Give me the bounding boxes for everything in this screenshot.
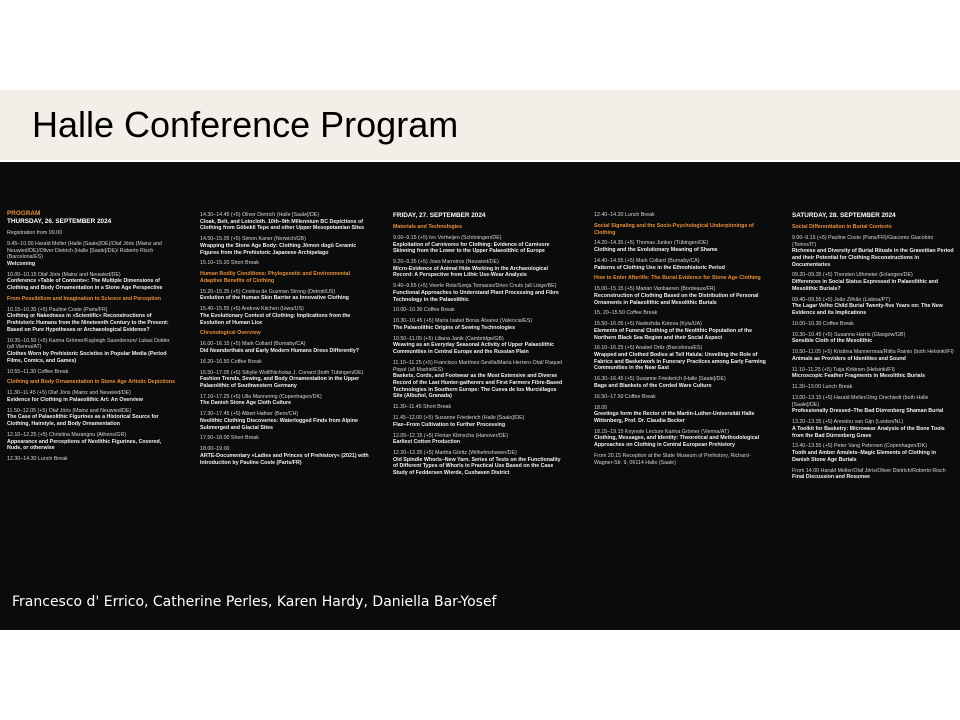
entry-title: Did Neanderthals and Early Modern Humans Dress Differently? bbox=[200, 347, 359, 354]
schedule-entry bbox=[200, 289, 370, 302]
entry-title: Clothing and the Evolutionary Meaning of Shame bbox=[594, 247, 718, 253]
entry-title: Clothing or Nakedness in »Scientific« Reconstructions of Prehistoric Humans from the Nineteenth Century to the Present: Based on Pure Hypotheses or Archaeological Evidence? bbox=[7, 313, 169, 333]
entry-title: Clothes Worn by Prehistoric Societies in Popular Media (Period Films, Comics, and Games) bbox=[7, 351, 167, 364]
entry-time-speaker: 14.50–15.05 (+5) Simon Kaner (Norwich/GB) bbox=[200, 236, 306, 243]
entry-time-speaker: 11.45–12.00 (+5) Susanne Friederich (Halle [Saale]/DE) bbox=[393, 415, 525, 422]
entry-time-speaker: 9.45–10.00 Harald Meller (Halle [Saale]/DE)/Olaf Jöris (Mainz and Neuwied/DE)/Oliver Dietrich (Halle [Saale]/DE)/ Roberto Risch (Barcelona/ES) bbox=[7, 240, 162, 261]
entry-time-speaker: 09.40–09.55 (+5) João Zilhão (Lisboa/PT) bbox=[792, 296, 891, 303]
schedule-entry bbox=[200, 411, 370, 431]
schedule-entry bbox=[393, 235, 565, 255]
schedule-note: 16.50–17.50 Coffee Break bbox=[594, 393, 656, 400]
entry-title: The Danish Stone Age Cloth Culture bbox=[200, 400, 292, 407]
schedule-entry bbox=[594, 321, 766, 341]
entry-title: Fashion Trends, Sewing, and Body Ornamentation in the Upper Palaeolithic of Southwestern Germany bbox=[200, 376, 360, 389]
entry-time-speaker: 10.15–10.30 (+5) Pauline Coste (Paris/FR) bbox=[7, 306, 108, 313]
entry-time-speaker: 14.30–14.45 (+5) Oliver Dietrich (Halle [Saale]/DE) bbox=[200, 212, 320, 218]
schedule-entry bbox=[200, 236, 370, 256]
entry-time-speaker: 10.50–11.05 (+5) Kristiina Mannermaa/Riitta Rainio (both Helsinki/FI) bbox=[792, 349, 954, 356]
entry-title: Sensible Cloth of the Mesolithic bbox=[792, 338, 873, 345]
entry-title: Evolution of the Human Skin Barrier as Innovative Clothing bbox=[200, 295, 349, 302]
entry-title: Exploitation of Carnivores for Clothing: Evidence of Carnivore Skinning from the Lower to the Upper Palaeolithic of Europe bbox=[393, 241, 550, 255]
entry-time-speaker: From 14.00 Harald Meller/Olaf Jöris/Oliver Dietrich/Roberto Risch bbox=[792, 467, 946, 474]
entry-time-speaker: 11.10–11.25 (+5) Tuija Kirkinen (Helsinki/FI) bbox=[792, 366, 895, 373]
entry-time-speaker: 16.50–17.05 (+5) Sibylle Wolf/Nicholas J. Conard (both Tübingen/DE) bbox=[200, 369, 364, 376]
entry-time-speaker: 18.15–19.15 Keynote Lecture Karina Grömer (Vienna/AT) bbox=[594, 428, 729, 435]
section-heading: Social Signaling and the Socio-Psychological Underpinnings of Clothing bbox=[594, 222, 754, 236]
schedule-entry bbox=[7, 408, 175, 428]
entry-time-speaker: 9.00–9.15 (+5) Pauline Coste (Paris/FR)/Giacomo Giacobini (Torino/IT) bbox=[792, 234, 933, 248]
section-heading: Social Differentiation in Burial Contexts bbox=[792, 224, 892, 230]
schedule-entry bbox=[200, 341, 370, 354]
section-heading: Materials and Technologies bbox=[393, 224, 463, 230]
schedule-entry bbox=[200, 306, 370, 326]
entry-time-speaker: 11.30–11.45 (+5) Olaf Jöris (Mainz and Neuwied/DE) bbox=[7, 390, 131, 397]
entry-time-speaker: 15.00–15.15 (+5) Marian Vanhaeren (Bordeaux/FR) bbox=[594, 286, 716, 293]
program-poster bbox=[0, 162, 960, 630]
schedule-entry bbox=[792, 367, 954, 380]
schedule-entry bbox=[594, 376, 766, 389]
slide-title: Halle Conference Program bbox=[32, 104, 459, 145]
schedule-entry bbox=[200, 212, 370, 232]
entry-title: Greetings form the Rector of the Martin-Luther-Universität Halle Wittenberg, Prof. Dr. Claudia Becker bbox=[594, 411, 755, 424]
entry-time-speaker: 13.40–13.55 (+5) Peter Vang Petersen (Copenhagen/DK) bbox=[792, 443, 927, 450]
schedule-list bbox=[7, 230, 175, 463]
entry-time-speaker: 18.00 bbox=[594, 404, 608, 411]
entry-title: Old Spindle Whorls–New Yarn. Series of Tests on the Functionality of Different Types of Whorls in Practical Use Based on the Case Study of Feddersen Wierde, Cuxhaven District bbox=[393, 456, 561, 477]
entry-time-speaker: 10.50–11.05 (+5) Liliana Janik (Cambridge/GB) bbox=[393, 335, 504, 342]
schedule-entry bbox=[792, 443, 954, 463]
entry-title: The Case of Palaeolithic Figurines as a Historical Source for Clothing, Hairstyle, and Body Ornamentation bbox=[7, 414, 159, 428]
schedule-entry bbox=[792, 395, 954, 415]
schedule-entry bbox=[393, 336, 565, 356]
entry-time-speaker: 14.40–14.55 (+5) Mark Collard (Burnaby/CA) bbox=[594, 257, 700, 264]
entry-time-speaker: 10.35–10.50 (+5) Karina Grömer/Kayleigh Saunderson/ Lukas Dolder (all Vienna/AT) bbox=[7, 337, 170, 351]
entry-time-speaker: 12.10–12.25 (+5) Christina Marangou (Athens/GR) bbox=[7, 431, 127, 438]
entry-time-speaker: 10.30–10.45 (+5) María Isabel Boras Álvarez (Valencia/ES) bbox=[393, 318, 533, 325]
entry-title: Micro-Evidence of Animal Hide Working in the Archaeological Record: A Perspective from Lithic Use-Wear Analysis bbox=[393, 265, 548, 279]
section-heading: Chronological Overview bbox=[200, 330, 261, 337]
entry-title: The Palaeolithic Origins of Sewing Technologies bbox=[393, 324, 516, 331]
day-heading: THURSDAY, 26. SEPTEMBER 2024 bbox=[7, 218, 112, 225]
entry-title: Cloak, Belt, and Loincloth. 10th–9th Millennium BC Depictions of Clothing from Göbekli Tepe and other Upper Mesopotamian Sites bbox=[200, 218, 365, 232]
schedule-entry bbox=[594, 286, 766, 306]
entry-time-speaker: 16.10–16.25 (+5) Anabel Ortiz (Barcelona/ES) bbox=[594, 345, 703, 352]
entry-time-speaker: 18.00–19.00 bbox=[200, 446, 230, 453]
schedule-entry bbox=[200, 446, 370, 466]
entry-title: Final Discussion and Resumee bbox=[792, 474, 871, 481]
entry-time-speaker: 13.20–13.35 (+5) Annelou van Gijn (Leiden/NL) bbox=[792, 419, 904, 426]
entry-time-speaker: 10.30–10.45 (+5) Susanna Harris (Glasgow/GB) bbox=[792, 331, 906, 338]
entry-title: Wrapping the Stone Age Body: Clothing Jōmon dogū Ceramic Figures from the Prehistoric Japanese Archipelago bbox=[200, 242, 357, 256]
entry-title: The Lagar Velho Child Burial Twenty-five Years on: The New Evidence and its Implications bbox=[792, 303, 943, 317]
entry-title: Tooth and Amber Amulets–Magic Elements of Clothing in Danish Stone Age Burials bbox=[792, 450, 937, 463]
entry-title: Flax–From Cultivation to Further Processing bbox=[393, 421, 506, 428]
entry-time-speaker: 16.30–16.45 (+5) Susanne Friederich (Halle [Saale]/DE) bbox=[594, 376, 726, 383]
entry-title: Functional Approaches to Understand Plant Processing and Fibre Technology in the Palaeolithic bbox=[393, 289, 559, 303]
schedule-entry bbox=[393, 360, 565, 400]
schedule-entry bbox=[393, 318, 565, 331]
schedule-entry bbox=[792, 349, 954, 362]
entry-time-speaker: 17.10–17.25 (+5) Ulla Mannering (Copenhagen/DK) bbox=[200, 393, 322, 400]
schedule-note: 17.50–18.00 Short Break bbox=[200, 435, 259, 442]
entry-time-speaker: 11.10–11.25 (+5) Francisco Martínez-Sevilla/María Herrero Otal/ Raquel Piqué (all Madrid/ES) bbox=[393, 359, 562, 373]
schedule-entry bbox=[7, 390, 175, 403]
schedule-entry bbox=[792, 297, 954, 317]
program-column-thursday bbox=[7, 210, 175, 467]
entry-title: Baskets, Cords, and Footwear as the Most Extensive and Diverse Record of the Last Hunter-gatherers and First Farmers Fibre-Based Technologies in Southern Europe: The Cueva de los Murciélagos Site (Albuñol, Granada) bbox=[393, 373, 563, 400]
schedule-entry bbox=[594, 345, 766, 372]
entry-title: Reconstruction of Clothing Based on the Distribution of Personal Ornaments in Palaeolithic and Mesolithic Burials bbox=[594, 292, 759, 306]
entry-time-speaker: 14.20–14.35 (+5) Thomas Junker (Tübingen/DE) bbox=[594, 240, 709, 247]
entry-title: A Toolkit for Basketry: Microwear Analysis of the Bone Tools from the Bad Dürrenberg Grave bbox=[792, 425, 945, 439]
entry-title: Differences in Social Status Expressed in Palaeolithic and Mesolithic Burials? bbox=[792, 279, 939, 292]
entry-title: Wrapped and Clothed Bodies at Tell Halula: Unveiling the Role of Fabrics and Basketwork in Funerary Practices among Early Farming Communities in the Near East bbox=[594, 352, 766, 372]
entry-title: Bags and Blankets of the Corded Ware Culture bbox=[594, 382, 712, 389]
schedule-list bbox=[393, 224, 565, 477]
schedule-note: 12.30–14.30 Lunch Break bbox=[7, 456, 68, 463]
entry-time-speaker: 16.00–16.15 (+5) Mark Collard (Burnaby/CA) bbox=[200, 341, 306, 348]
schedule-entry bbox=[7, 432, 175, 452]
schedule-entry bbox=[7, 241, 175, 268]
section-heading: Human Bodily Conditions: Phylogenetic and Environmental Adaptive Benefits of Clothing bbox=[200, 271, 351, 284]
schedule-note: 11.30–11.45 Short Break bbox=[393, 404, 452, 411]
entry-title: Clothing, Messages, and Identity: Theoretical and Methodological Approaches on Clothing in Central European Prehistory bbox=[594, 435, 760, 449]
schedule-entry bbox=[7, 272, 175, 292]
day-heading: SATURDAY, 28. SEPTEMBER 2024 bbox=[792, 212, 896, 219]
schedule-entry bbox=[393, 433, 565, 446]
schedule-entry bbox=[594, 405, 766, 425]
entry-title: Animals as Providers of Identities and Sound bbox=[792, 355, 906, 362]
schedule-note: Registration from 09.00 bbox=[7, 230, 63, 236]
schedule-entry bbox=[7, 307, 175, 334]
entry-time-speaker: 09.20–09.35 (+5) Thorsten Uthmeier (Erlangen/DE) bbox=[792, 272, 913, 279]
entry-title: Elements of Funeral Clothing of the Neolithic Population of the Northern Black Sea Region and their Social Aspect bbox=[594, 327, 753, 341]
program-heading: PROGRAM bbox=[7, 210, 41, 217]
schedule-entry bbox=[594, 429, 766, 449]
program-column-friday-afternoon bbox=[594, 212, 766, 470]
schedule-entry bbox=[7, 338, 175, 365]
entry-title: Conference »Table of Contents«: The Multiple Dimensions of Clothing and Body Ornamentation in a Stone Age Perspective bbox=[7, 278, 163, 292]
entry-title: Patterns of Clothing Use in the Ethnohistoric Period bbox=[594, 264, 725, 271]
slide-authors: Francesco d' Errico, Catherine Perles, Karen Hardy, Daniella Bar-Yosef bbox=[12, 594, 497, 610]
schedule-note: 10.55–11.30 Coffee Break bbox=[7, 368, 69, 375]
schedule-note: 10.00–10.30 Coffee Break bbox=[792, 320, 854, 327]
schedule-note: 15.10–15.20 Short Break bbox=[200, 260, 259, 267]
schedule-note: From 20.15 Reception at the State Museum of Prehistory, Richard-Wagner-Str. 9, 06114 Halle (Saale) bbox=[594, 452, 751, 466]
entry-title: The Evolutionary Context of Clothing: Implications from the Evolution of Human Lice bbox=[200, 312, 351, 326]
program-column-friday bbox=[393, 212, 565, 481]
entry-time-speaker: 10.00–10.15 Olaf Jöris (Mainz and Neuwied/DE) bbox=[7, 271, 121, 278]
schedule-list bbox=[200, 212, 370, 466]
entry-title: Appearance and Perceptions of Neolithic Figurines, Covered, Nude, or otherwise bbox=[7, 438, 162, 452]
entry-time-speaker: 12.20–12.35 (+5) Martha Göritz (Wilhelmshaven/DE) bbox=[393, 450, 517, 457]
entry-title: Earliest Cotton Production bbox=[393, 439, 461, 446]
section-heading: From Possibilism and Imagination to Science and Perception bbox=[7, 295, 161, 302]
schedule-entry bbox=[393, 450, 565, 477]
day-heading: FRIDAY, 27. SEPTEMBER 2024 bbox=[393, 212, 486, 219]
entry-title: Professionally Dressed–The Bad Dürrenberg Shaman Burial bbox=[792, 408, 944, 415]
entry-time-speaker: 13.00–13.15 (+5) Harald Meller/Jörg Orschiedt (both Halle [Saale]/DE) bbox=[792, 394, 929, 408]
schedule-entry bbox=[792, 332, 954, 345]
schedule-entry bbox=[792, 235, 954, 269]
schedule-entry bbox=[792, 468, 954, 481]
schedule-note: 16.20–16.50 Coffee Break bbox=[200, 358, 262, 365]
schedule-entry bbox=[594, 240, 766, 253]
entry-time-speaker: 15.40–15.55 (+5) Andrew Kitchen (Iowa/US) bbox=[200, 306, 304, 313]
schedule-entry bbox=[200, 394, 370, 407]
entry-time-speaker: 15.50–16.05 (+5) Nadezhda Kotova (Kyiv/UA) bbox=[594, 321, 702, 328]
entry-title: ARTE-Documentary »Ladies and Princes of Prehistory« (2021) with Introduction by Pauline Coste (Paris/FR) bbox=[200, 452, 369, 466]
section-heading: Clothing and Body Ornamentation in Stone Age Artistic Depictions bbox=[7, 379, 175, 386]
entry-time-speaker: 12.05–12.15 (+5) Florian Klimscha (Hanover/DE) bbox=[393, 432, 508, 439]
schedule-entry bbox=[393, 415, 565, 428]
schedule-list bbox=[792, 224, 954, 481]
schedule-entry bbox=[792, 272, 954, 292]
schedule-entry bbox=[594, 258, 766, 271]
schedule-note: 12.40–14.20 Lunch Break bbox=[594, 212, 655, 218]
entry-title: Richness and Diversity of Burial Rituals in the Gravettian Period and their Potential for Clothing Reconstructions in Documentaries bbox=[792, 248, 954, 268]
entry-title: Welcoming bbox=[7, 260, 36, 267]
schedule-entry bbox=[393, 259, 565, 279]
schedule-list bbox=[594, 212, 766, 466]
schedule-note: 11.30–13.00 Lunch Break bbox=[792, 384, 853, 391]
entry-time-speaker: 11.50–12.05 (+5) Olaf Jöris (Mainz and Neuwied/DE) bbox=[7, 407, 132, 414]
entry-time-speaker: 17.30–17.45 (+5) Albert Hafner (Bern/CH) bbox=[200, 411, 299, 418]
entry-time-speaker: 9.40–9.55 (+5) Veerle Rots/Sonja Tomasso/Dries Cnuts (all Liège/BE) bbox=[393, 283, 557, 290]
entry-time-speaker: 15.20–15.35 (+5) Cristina de Guzman Strong (Detroit/US) bbox=[200, 288, 336, 295]
entry-title: Neolithic Clothing Discoveries: Waterlogged Finds from Alpine Submerged and Glacial Sites bbox=[200, 417, 358, 431]
program-column-thursday-afternoon bbox=[200, 212, 370, 470]
schedule-note: 10.00–10.30 Coffee Break bbox=[393, 307, 455, 314]
entry-title: Evidence for Clothing in Palaeolithic Art: An Overview bbox=[7, 396, 143, 403]
section-heading: How to Enter Afterlife: The Burial Evidence for Stone Age Clothing bbox=[594, 275, 761, 282]
schedule-entry bbox=[200, 370, 370, 390]
entry-time-speaker: 9.20–9.35 (+5) Joao Marreiros (Neuwied/DE) bbox=[393, 259, 499, 265]
entry-title: Microscopic Feather Fragments in Mesolithic Burials bbox=[792, 373, 926, 380]
schedule-entry bbox=[393, 283, 565, 303]
schedule-note: 15. 20–15.50 Coffee Break bbox=[594, 310, 658, 317]
program-column-saturday bbox=[792, 212, 954, 485]
schedule-entry bbox=[792, 419, 954, 439]
entry-title: Weaving as an Everyday Seasonal Activity of Upper Palaeolithic Communities in Central Europe and the Russian Plain bbox=[393, 342, 555, 356]
entry-time-speaker: 9.00–9.15 (+5) Ivo Verheijen (Schöningen/DE) bbox=[393, 234, 502, 241]
